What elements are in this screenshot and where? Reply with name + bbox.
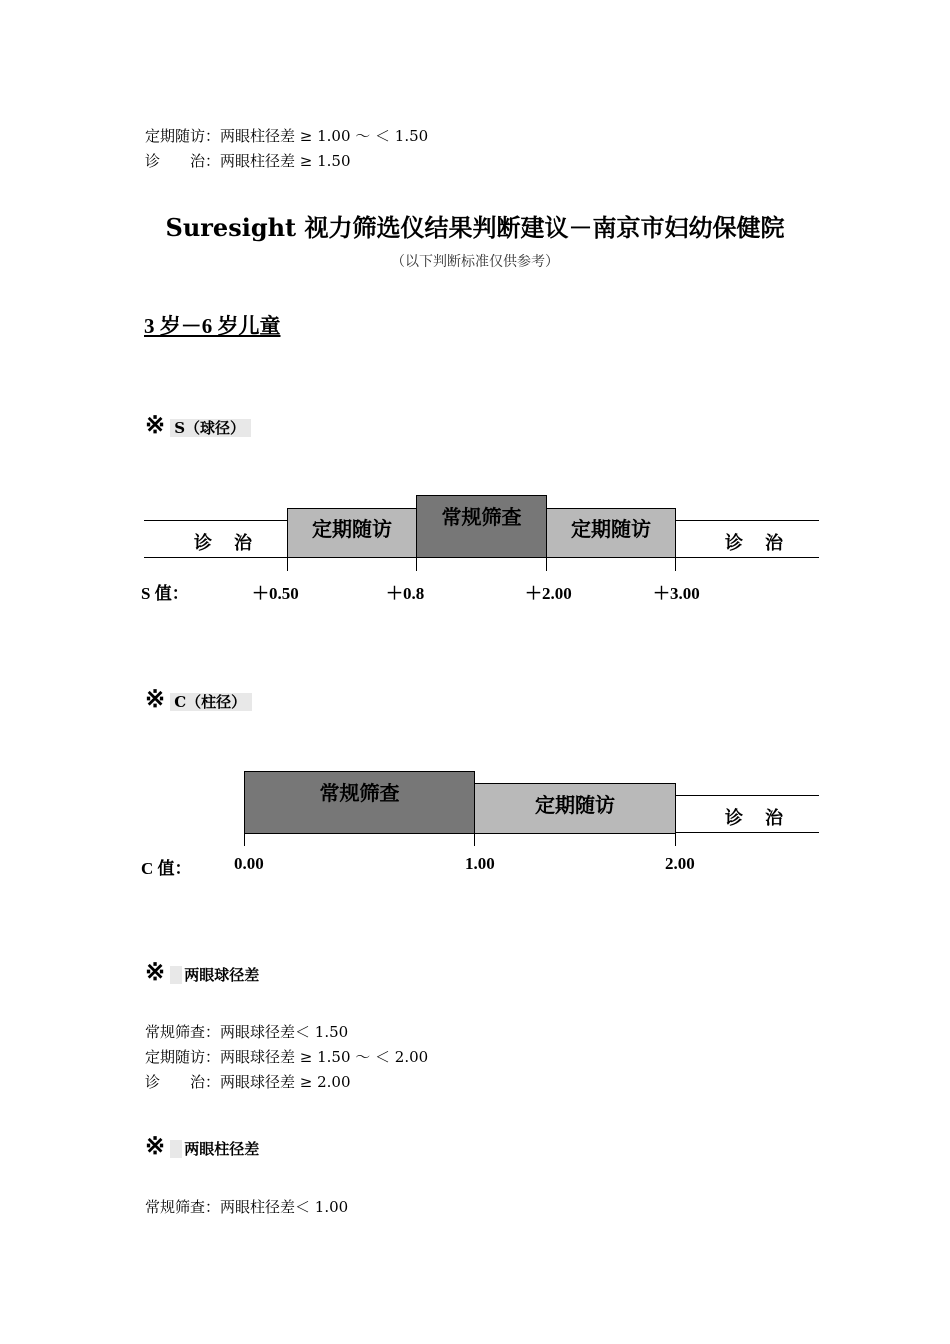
section-heading: 3 岁－6 岁儿童 (144, 314, 281, 338)
sphere-diff-rule: 常规筛查：两眼球径差＜ 1.50 (145, 1023, 349, 1041)
s-tick-label: ＋0.8 (386, 584, 425, 603)
c-chart-tag: C（柱径） (170, 693, 252, 711)
c-tick (244, 832, 245, 846)
c-zone-follow: 定期随访 (474, 783, 676, 834)
page-title: Suresight 视力筛选仪结果判断建议－南京市妇幼保健院 (165, 213, 785, 242)
s-chart-tag: S（球径） (170, 419, 251, 437)
c-tick-label: 1.00 (465, 854, 495, 873)
s-zone-diag-left: 诊 治 (194, 533, 254, 554)
s-tick (675, 557, 676, 571)
s-tick (546, 557, 547, 571)
c-right-top-line (675, 795, 819, 796)
s-zone-diag-right: 诊 治 (725, 533, 785, 554)
c-zone-diag: 诊 治 (725, 808, 785, 829)
sphere-diff-rule: 定期随访：两眼球径差 ≥ 1.50 ～ ＜ 2.00 (145, 1048, 429, 1066)
c-right-bottom-line (675, 832, 819, 833)
s-zone-screen: 常规筛查 (416, 495, 547, 558)
c-tick-label: 2.00 (665, 854, 695, 873)
s-tick-label: ＋2.00 (525, 584, 572, 603)
s-tick (416, 557, 417, 571)
s-left-top-line (144, 520, 288, 521)
s-chart-heading (145, 410, 251, 439)
s-tick-label: ＋0.50 (252, 584, 299, 603)
c-axis-label: C 值： (141, 859, 192, 878)
sphere-diff-rule: 诊 治：两眼球径差 ≥ 2.00 (145, 1073, 351, 1091)
cyl-diff-tag: 两眼柱径差 (170, 1140, 259, 1158)
page-subtitle: （以下判断标准仅供参考） (391, 254, 559, 270)
s-right-bottom-line (675, 557, 819, 558)
c-zone-screen: 常规筛查 (244, 771, 475, 834)
cyl-diff-rule: 常规筛查：两眼柱径差＜ 1.00 (145, 1198, 349, 1216)
c-tick-label: 0.00 (234, 854, 264, 873)
s-tick (287, 557, 288, 571)
c-tick (675, 832, 676, 846)
s-axis-label: S 值： (141, 584, 189, 603)
sphere-diff-tag: 两眼球径差 (170, 966, 259, 984)
followup-cyl-rule: 定期随访：两眼柱径差 ≥ 1.00 ～ ＜ 1.50 (145, 127, 429, 145)
reference-mark-icon: ※ (145, 1131, 166, 1160)
reference-mark-icon: ※ (145, 957, 166, 986)
c-tick (474, 832, 475, 846)
c-chart-heading (145, 684, 252, 713)
s-zone-follow-right: 定期随访 (546, 508, 676, 558)
s-tick-label: ＋3.00 (653, 584, 700, 603)
reference-mark-icon: ※ (145, 684, 166, 713)
s-left-bottom-line (144, 557, 288, 558)
cyl-diff-heading (145, 1131, 259, 1160)
reference-mark-icon: ※ (145, 410, 166, 439)
sphere-diff-heading (145, 957, 259, 986)
s-right-top-line (675, 520, 819, 521)
diagnosis-cyl-rule: 诊 治：两眼柱径差 ≥ 1.50 (145, 152, 351, 170)
s-zone-follow-left: 定期随访 (287, 508, 417, 558)
